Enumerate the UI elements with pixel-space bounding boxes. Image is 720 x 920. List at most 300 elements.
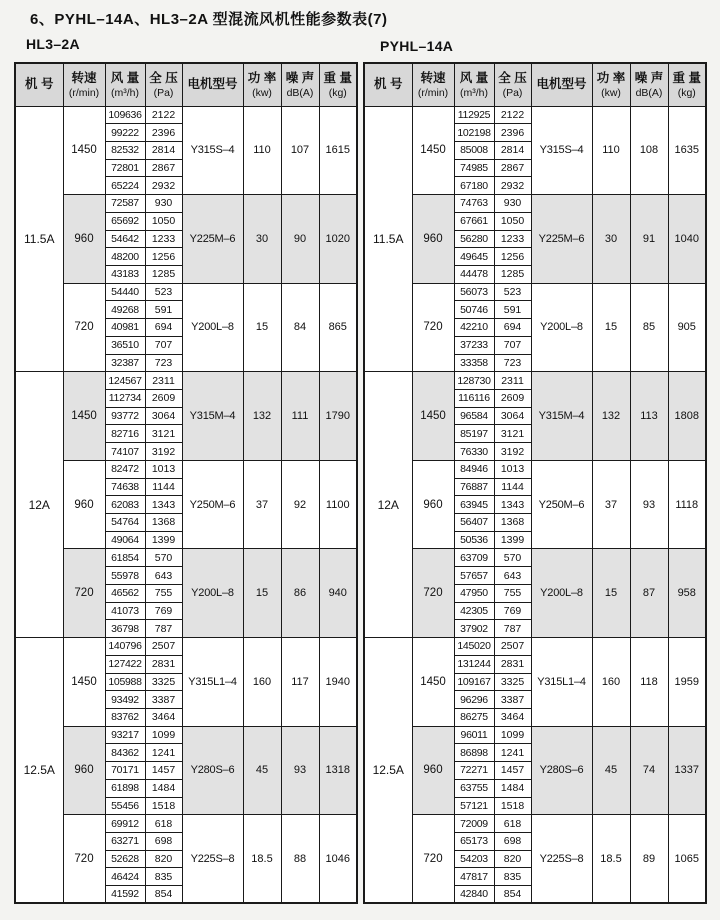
flow-cell: 47950 <box>454 584 494 602</box>
header-row <box>15 63 357 106</box>
table-label-pyhl-14a: PYHL–14A <box>380 38 454 54</box>
flow-cell: 112734 <box>105 390 145 408</box>
flow-cell: 36510 <box>105 336 145 354</box>
flow-cell: 83762 <box>105 708 145 726</box>
weight-cell: 940 <box>319 549 357 638</box>
flow-cell: 36798 <box>105 620 145 638</box>
speed-cell: 960 <box>63 195 105 284</box>
column-header-main: 转速 <box>420 70 446 85</box>
flow-cell: 105988 <box>105 673 145 691</box>
pressure-cell: 2609 <box>145 390 182 408</box>
pressure-cell: 1256 <box>145 248 182 266</box>
weight-cell: 958 <box>668 549 706 638</box>
flow-cell: 47817 <box>454 868 494 886</box>
pressure-cell: 694 <box>145 319 182 337</box>
column-header-3 <box>145 63 182 106</box>
pressure-cell: 3064 <box>145 407 182 425</box>
motor-cell: Y315L1–4 <box>531 638 592 727</box>
table-row <box>364 372 706 390</box>
flow-cell: 72009 <box>454 815 494 833</box>
flow-cell: 140796 <box>105 638 145 656</box>
pressure-cell: 2311 <box>494 372 531 390</box>
table-container-left <box>14 62 358 904</box>
flow-cell: 49268 <box>105 301 145 319</box>
column-header-sub: dB(A) <box>635 86 663 99</box>
pressure-cell: 1241 <box>494 744 531 762</box>
flow-cell: 72271 <box>454 762 494 780</box>
flow-cell: 109167 <box>454 673 494 691</box>
pressure-cell: 1518 <box>145 797 182 815</box>
pressure-cell: 854 <box>145 886 182 904</box>
flow-cell: 61854 <box>105 549 145 567</box>
flow-cell: 74107 <box>105 443 145 461</box>
flow-cell: 57121 <box>454 797 494 815</box>
flow-cell: 42210 <box>454 319 494 337</box>
pressure-cell: 2609 <box>494 390 531 408</box>
flow-cell: 67180 <box>454 177 494 195</box>
flow-cell: 93772 <box>105 407 145 425</box>
speed-cell: 720 <box>412 815 454 904</box>
pressure-cell: 591 <box>145 301 182 319</box>
pressure-cell: 2396 <box>145 124 182 142</box>
column-header-main: 转速 <box>71 70 97 85</box>
pressure-cell: 1241 <box>145 744 182 762</box>
power-cell: 132 <box>592 372 630 461</box>
pressure-cell: 820 <box>145 850 182 868</box>
table-body <box>15 106 357 903</box>
speed-cell: 1450 <box>412 638 454 727</box>
pressure-cell: 2932 <box>145 177 182 195</box>
pressure-cell: 1256 <box>494 248 531 266</box>
pressure-cell: 1399 <box>494 531 531 549</box>
weight-cell: 1040 <box>668 195 706 284</box>
weight-cell: 865 <box>319 283 357 372</box>
pressure-cell: 570 <box>145 549 182 567</box>
column-header-sub: (m³/h) <box>460 86 488 99</box>
pressure-cell: 1050 <box>494 212 531 230</box>
column-header-main: 噪 声 <box>285 70 315 85</box>
flow-cell: 55456 <box>105 797 145 815</box>
column-header-main: 重 量 <box>672 70 701 85</box>
power-cell: 30 <box>592 195 630 284</box>
pressure-cell: 2867 <box>145 159 182 177</box>
weight-cell: 1790 <box>319 372 357 461</box>
noise-cell: 113 <box>630 372 668 461</box>
flow-cell: 145020 <box>454 638 494 656</box>
column-header-5 <box>592 63 630 106</box>
pressure-cell: 2867 <box>494 159 531 177</box>
pressure-cell: 820 <box>494 850 531 868</box>
params-table <box>363 62 707 904</box>
flow-cell: 93492 <box>105 691 145 709</box>
pressure-cell: 2396 <box>494 124 531 142</box>
pressure-cell: 1484 <box>145 779 182 797</box>
table-container-right <box>363 62 707 904</box>
flow-cell: 49064 <box>105 531 145 549</box>
motor-cell: Y200L–8 <box>182 549 243 638</box>
pressure-cell: 3387 <box>145 691 182 709</box>
flow-cell: 65173 <box>454 832 494 850</box>
table-row <box>364 726 706 744</box>
table-row <box>15 638 357 656</box>
column-header-main: 电机型号 <box>536 76 587 91</box>
flow-cell: 72587 <box>105 195 145 213</box>
pressure-cell: 3325 <box>145 673 182 691</box>
speed-cell: 1450 <box>63 106 105 195</box>
pressure-cell: 755 <box>494 584 531 602</box>
flow-cell: 54440 <box>105 283 145 301</box>
flow-cell: 42305 <box>454 602 494 620</box>
motor-cell: Y280S–6 <box>531 726 592 815</box>
pressure-cell: 3192 <box>494 443 531 461</box>
noise-cell: 87 <box>630 549 668 638</box>
weight-cell: 1635 <box>668 106 706 195</box>
pressure-cell: 1050 <box>145 212 182 230</box>
flow-cell: 50536 <box>454 531 494 549</box>
table-row <box>364 106 706 124</box>
column-header-4 <box>182 63 243 106</box>
pressure-cell: 707 <box>145 336 182 354</box>
flow-cell: 49645 <box>454 248 494 266</box>
flow-cell: 48200 <box>105 248 145 266</box>
pressure-cell: 707 <box>494 336 531 354</box>
motor-cell: Y200L–8 <box>531 283 592 372</box>
column-header-sub: (Pa) <box>502 86 523 99</box>
column-header-sub: (kw) <box>252 86 272 99</box>
flow-cell: 52628 <box>105 850 145 868</box>
pressure-cell: 698 <box>145 832 182 850</box>
table-header <box>364 63 706 106</box>
pressure-cell: 618 <box>145 815 182 833</box>
power-cell: 18.5 <box>243 815 281 904</box>
pressure-cell: 1099 <box>494 726 531 744</box>
pressure-cell: 769 <box>145 602 182 620</box>
speed-cell: 960 <box>63 460 105 549</box>
flow-cell: 76330 <box>454 443 494 461</box>
pressure-cell: 1518 <box>494 797 531 815</box>
motor-cell: Y315S–4 <box>531 106 592 195</box>
noise-cell: 92 <box>281 460 319 549</box>
column-header-0 <box>15 63 63 106</box>
flow-cell: 40981 <box>105 319 145 337</box>
page-title: 6、PYHL–14A、HL3–2A 型混流风机性能参数表(7) <box>30 11 388 28</box>
pressure-cell: 1399 <box>145 531 182 549</box>
pressure-cell: 591 <box>494 301 531 319</box>
header-row <box>364 63 706 106</box>
pressure-cell: 2507 <box>145 638 182 656</box>
power-cell: 110 <box>243 106 281 195</box>
motor-cell: Y250M–6 <box>531 460 592 549</box>
pressure-cell: 1285 <box>145 265 182 283</box>
noise-cell: 107 <box>281 106 319 195</box>
flow-cell: 74638 <box>105 478 145 496</box>
pressure-cell: 1457 <box>145 762 182 780</box>
noise-cell: 88 <box>281 815 319 904</box>
table-row <box>15 460 357 478</box>
pressure-cell: 643 <box>145 567 182 585</box>
pressure-cell: 2932 <box>494 177 531 195</box>
table-row <box>15 195 357 213</box>
machine-cell: 12.5A <box>364 638 412 904</box>
column-header-sub: (r/min) <box>417 86 449 99</box>
power-cell: 18.5 <box>592 815 630 904</box>
pressure-cell: 1144 <box>145 478 182 496</box>
pressure-cell: 1457 <box>494 762 531 780</box>
motor-cell: Y225M–6 <box>182 195 243 284</box>
weight-cell: 905 <box>668 283 706 372</box>
pressure-cell: 930 <box>145 195 182 213</box>
power-cell: 160 <box>592 638 630 727</box>
pressure-cell: 1233 <box>145 230 182 248</box>
pressure-cell: 723 <box>494 354 531 372</box>
weight-cell: 1046 <box>319 815 357 904</box>
flow-cell: 76887 <box>454 478 494 496</box>
flow-cell: 54642 <box>105 230 145 248</box>
pressure-cell: 523 <box>145 283 182 301</box>
weight-cell: 1118 <box>668 460 706 549</box>
pressure-cell: 723 <box>145 354 182 372</box>
noise-cell: 118 <box>630 638 668 727</box>
flow-cell: 127422 <box>105 655 145 673</box>
speed-cell: 720 <box>63 815 105 904</box>
pressure-cell: 2831 <box>145 655 182 673</box>
pressure-cell: 1013 <box>145 460 182 478</box>
column-header-main: 全 压 <box>149 70 178 85</box>
flow-cell: 70171 <box>105 762 145 780</box>
flow-cell: 41073 <box>105 602 145 620</box>
weight-cell: 1065 <box>668 815 706 904</box>
table-row <box>15 283 357 301</box>
column-header-sub: (m³/h) <box>111 86 139 99</box>
flow-cell: 54203 <box>454 850 494 868</box>
speed-cell: 1450 <box>412 372 454 461</box>
pressure-cell: 2122 <box>145 106 182 124</box>
pressure-cell: 643 <box>494 567 531 585</box>
motor-cell: Y225M–6 <box>531 195 592 284</box>
power-cell: 15 <box>592 549 630 638</box>
table-row <box>364 815 706 833</box>
table-row <box>15 372 357 390</box>
column-header-4 <box>531 63 592 106</box>
flow-cell: 42840 <box>454 886 494 904</box>
column-header-3 <box>494 63 531 106</box>
power-cell: 160 <box>243 638 281 727</box>
pressure-cell: 835 <box>494 868 531 886</box>
column-header-main: 重 量 <box>323 70 352 85</box>
flow-cell: 86898 <box>454 744 494 762</box>
pressure-cell: 1285 <box>494 265 531 283</box>
pressure-cell: 2311 <box>145 372 182 390</box>
flow-cell: 32387 <box>105 354 145 372</box>
pressure-cell: 1368 <box>145 514 182 532</box>
power-cell: 37 <box>592 460 630 549</box>
pressure-cell: 930 <box>494 195 531 213</box>
speed-cell: 960 <box>412 726 454 815</box>
column-header-6 <box>630 63 668 106</box>
power-cell: 132 <box>243 372 281 461</box>
noise-cell: 90 <box>281 195 319 284</box>
column-header-main: 功 率 <box>247 70 277 85</box>
pressure-cell: 3325 <box>494 673 531 691</box>
flow-cell: 57657 <box>454 567 494 585</box>
column-header-sub: (kg) <box>328 86 347 99</box>
flow-cell: 82532 <box>105 141 145 159</box>
column-header-sub: (kg) <box>677 86 696 99</box>
flow-cell: 56073 <box>454 283 494 301</box>
flow-cell: 61898 <box>105 779 145 797</box>
flow-cell: 41592 <box>105 886 145 904</box>
speed-cell: 960 <box>412 195 454 284</box>
noise-cell: 84 <box>281 283 319 372</box>
table-row <box>364 460 706 478</box>
pressure-cell: 755 <box>145 584 182 602</box>
flow-cell: 84362 <box>105 744 145 762</box>
motor-cell: Y315L1–4 <box>182 638 243 727</box>
noise-cell: 89 <box>630 815 668 904</box>
pressure-cell: 1233 <box>494 230 531 248</box>
motor-cell: Y315M–4 <box>531 372 592 461</box>
power-cell: 15 <box>243 283 281 372</box>
column-header-sub: (kw) <box>601 86 621 99</box>
flow-cell: 63755 <box>454 779 494 797</box>
power-cell: 45 <box>243 726 281 815</box>
table-row <box>364 283 706 301</box>
pressure-cell: 854 <box>494 886 531 904</box>
machine-cell: 12.5A <box>15 638 63 904</box>
machine-cell: 11.5A <box>15 106 63 372</box>
motor-cell: Y315M–4 <box>182 372 243 461</box>
noise-cell: 91 <box>630 195 668 284</box>
column-header-main: 噪 声 <box>634 70 664 85</box>
pressure-cell: 787 <box>145 620 182 638</box>
flow-cell: 74763 <box>454 195 494 213</box>
motor-cell: Y250M–6 <box>182 460 243 549</box>
weight-cell: 1100 <box>319 460 357 549</box>
power-cell: 110 <box>592 106 630 195</box>
flow-cell: 86275 <box>454 708 494 726</box>
noise-cell: 117 <box>281 638 319 727</box>
motor-cell: Y200L–8 <box>531 549 592 638</box>
flow-cell: 99222 <box>105 124 145 142</box>
flow-cell: 65692 <box>105 212 145 230</box>
motor-cell: Y225S–8 <box>182 815 243 904</box>
flow-cell: 56280 <box>454 230 494 248</box>
flow-cell: 46424 <box>105 868 145 886</box>
flow-cell: 109636 <box>105 106 145 124</box>
column-header-6 <box>281 63 319 106</box>
noise-cell: 93 <box>630 460 668 549</box>
machine-cell: 12A <box>364 372 412 638</box>
flow-cell: 84946 <box>454 460 494 478</box>
table-row <box>364 638 706 656</box>
flow-cell: 93217 <box>105 726 145 744</box>
column-header-7 <box>319 63 357 106</box>
power-cell: 37 <box>243 460 281 549</box>
column-header-main: 风 量 <box>459 70 489 85</box>
column-header-0 <box>364 63 412 106</box>
flow-cell: 37233 <box>454 336 494 354</box>
flow-cell: 33358 <box>454 354 494 372</box>
column-header-main: 机 号 <box>25 76 54 91</box>
speed-cell: 1450 <box>63 638 105 727</box>
weight-cell: 1959 <box>668 638 706 727</box>
table-row <box>15 726 357 744</box>
pressure-cell: 570 <box>494 549 531 567</box>
table-body <box>364 106 706 903</box>
speed-cell: 960 <box>63 726 105 815</box>
pressure-cell: 698 <box>494 832 531 850</box>
column-header-5 <box>243 63 281 106</box>
motor-cell: Y225S–8 <box>531 815 592 904</box>
motor-cell: Y280S–6 <box>182 726 243 815</box>
pressure-cell: 618 <box>494 815 531 833</box>
flow-cell: 82716 <box>105 425 145 443</box>
params-table <box>14 62 358 904</box>
column-header-main: 机 号 <box>374 76 403 91</box>
weight-cell: 1615 <box>319 106 357 195</box>
flow-cell: 74985 <box>454 159 494 177</box>
table-row <box>364 195 706 213</box>
speed-cell: 960 <box>412 460 454 549</box>
column-header-1 <box>63 63 105 106</box>
column-header-2 <box>454 63 494 106</box>
noise-cell: 85 <box>630 283 668 372</box>
flow-cell: 65224 <box>105 177 145 195</box>
pressure-cell: 2831 <box>494 655 531 673</box>
flow-cell: 62083 <box>105 496 145 514</box>
flow-cell: 37902 <box>454 620 494 638</box>
flow-cell: 63709 <box>454 549 494 567</box>
flow-cell: 85008 <box>454 141 494 159</box>
pressure-cell: 769 <box>494 602 531 620</box>
flow-cell: 63271 <box>105 832 145 850</box>
flow-cell: 56407 <box>454 514 494 532</box>
noise-cell: 74 <box>630 726 668 815</box>
table-label-hl3-2a: HL3–2A <box>26 36 80 52</box>
table-header <box>15 63 357 106</box>
pressure-cell: 3192 <box>145 443 182 461</box>
flow-cell: 85197 <box>454 425 494 443</box>
pressure-cell: 835 <box>145 868 182 886</box>
weight-cell: 1940 <box>319 638 357 727</box>
speed-cell: 1450 <box>412 106 454 195</box>
pressure-cell: 1368 <box>494 514 531 532</box>
table-row <box>15 106 357 124</box>
column-header-sub: (r/min) <box>68 86 100 99</box>
pressure-cell: 2507 <box>494 638 531 656</box>
noise-cell: 111 <box>281 372 319 461</box>
weight-cell: 1318 <box>319 726 357 815</box>
column-header-sub: dB(A) <box>286 86 314 99</box>
pressure-cell: 1343 <box>145 496 182 514</box>
pressure-cell: 3064 <box>494 407 531 425</box>
speed-cell: 720 <box>412 283 454 372</box>
pressure-cell: 2122 <box>494 106 531 124</box>
column-header-2 <box>105 63 145 106</box>
flow-cell: 72801 <box>105 159 145 177</box>
pressure-cell: 1099 <box>145 726 182 744</box>
table-row <box>15 549 357 567</box>
pressure-cell: 787 <box>494 620 531 638</box>
weight-cell: 1337 <box>668 726 706 815</box>
noise-cell: 93 <box>281 726 319 815</box>
pressure-cell: 1484 <box>494 779 531 797</box>
flow-cell: 82472 <box>105 460 145 478</box>
flow-cell: 96296 <box>454 691 494 709</box>
column-header-main: 功 率 <box>596 70 626 85</box>
table-row <box>15 815 357 833</box>
pressure-cell: 3464 <box>145 708 182 726</box>
